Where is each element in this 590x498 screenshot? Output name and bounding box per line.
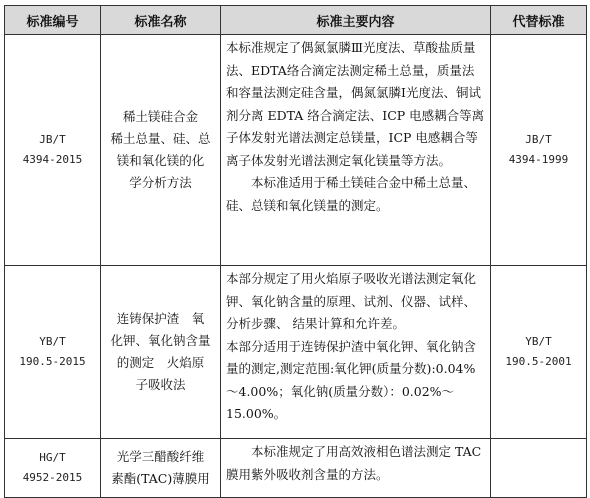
standard-content: 本标准规定了偶氮氯膦Ⅲ光度法、草酸盐质量法、EDTA络合滴定法测定稀土总量，质量法和容量法测定硅含量，偶氮氯膦Ⅰ光度法、铜试剂分离 EDTA 络合滴定法、ICP 电感耦合等离子体发射光谱法测定总镁量，ICP 电感耦合等离子体发射光谱法测定氧化镁量等方法。 本标准适用于稀土镁硅合金中稀土总量、硅、总镁和氧化镁量的测定。: [221, 35, 491, 266]
replaced-standard: JB/T 4394-1999: [491, 35, 587, 266]
standard-content: 本部分规定了用火焰原子吸收光谱法测定氧化钾、氧化钠含量的原理、试剂、仪器、试样、分析步骤、 结果计算和允许差。 本部分适用于连铸保护渣中氧化钾、氧化钠含量的测定,测定范围:氧化钾(质量分数):0.04%～4.00%；氧化钠(质量分数）：0.02%～15.00%。: [221, 266, 491, 439]
table-row: [5, 266, 587, 439]
standard-code: JB/T 4394-2015: [5, 35, 101, 266]
table-row: [5, 35, 587, 266]
standard-code: YB/T 190.5-2015: [5, 266, 101, 439]
header-content: 标准主要内容: [221, 6, 491, 35]
standard-name: 光学三醋酸纤维 素酯(TAC)薄膜用: [101, 439, 221, 498]
standard-code: HG/T 4952-2015: [5, 439, 101, 498]
standard-content: 本标准规定了用高效液相色谱法测定 TAC 膜用紫外吸收剂含量的方法。: [221, 439, 491, 498]
standard-name: 稀土镁硅合金 稀土总量、硅、总 镁和氧化镁的化 学分析方法: [101, 35, 221, 266]
standards-table: [4, 5, 587, 498]
table-row: [5, 439, 587, 498]
header-row: [5, 6, 587, 35]
replaced-standard: YB/T 190.5-2001: [491, 266, 587, 439]
header-replaces: 代替标准: [491, 6, 587, 35]
standard-name: 连铸保护渣 氧 化钾、氧化钠含量 的测定 火焰原 子吸收法: [101, 266, 221, 439]
header-code: 标准编号: [5, 6, 101, 35]
replaced-standard: [491, 439, 587, 498]
header-name: 标准名称: [101, 6, 221, 35]
